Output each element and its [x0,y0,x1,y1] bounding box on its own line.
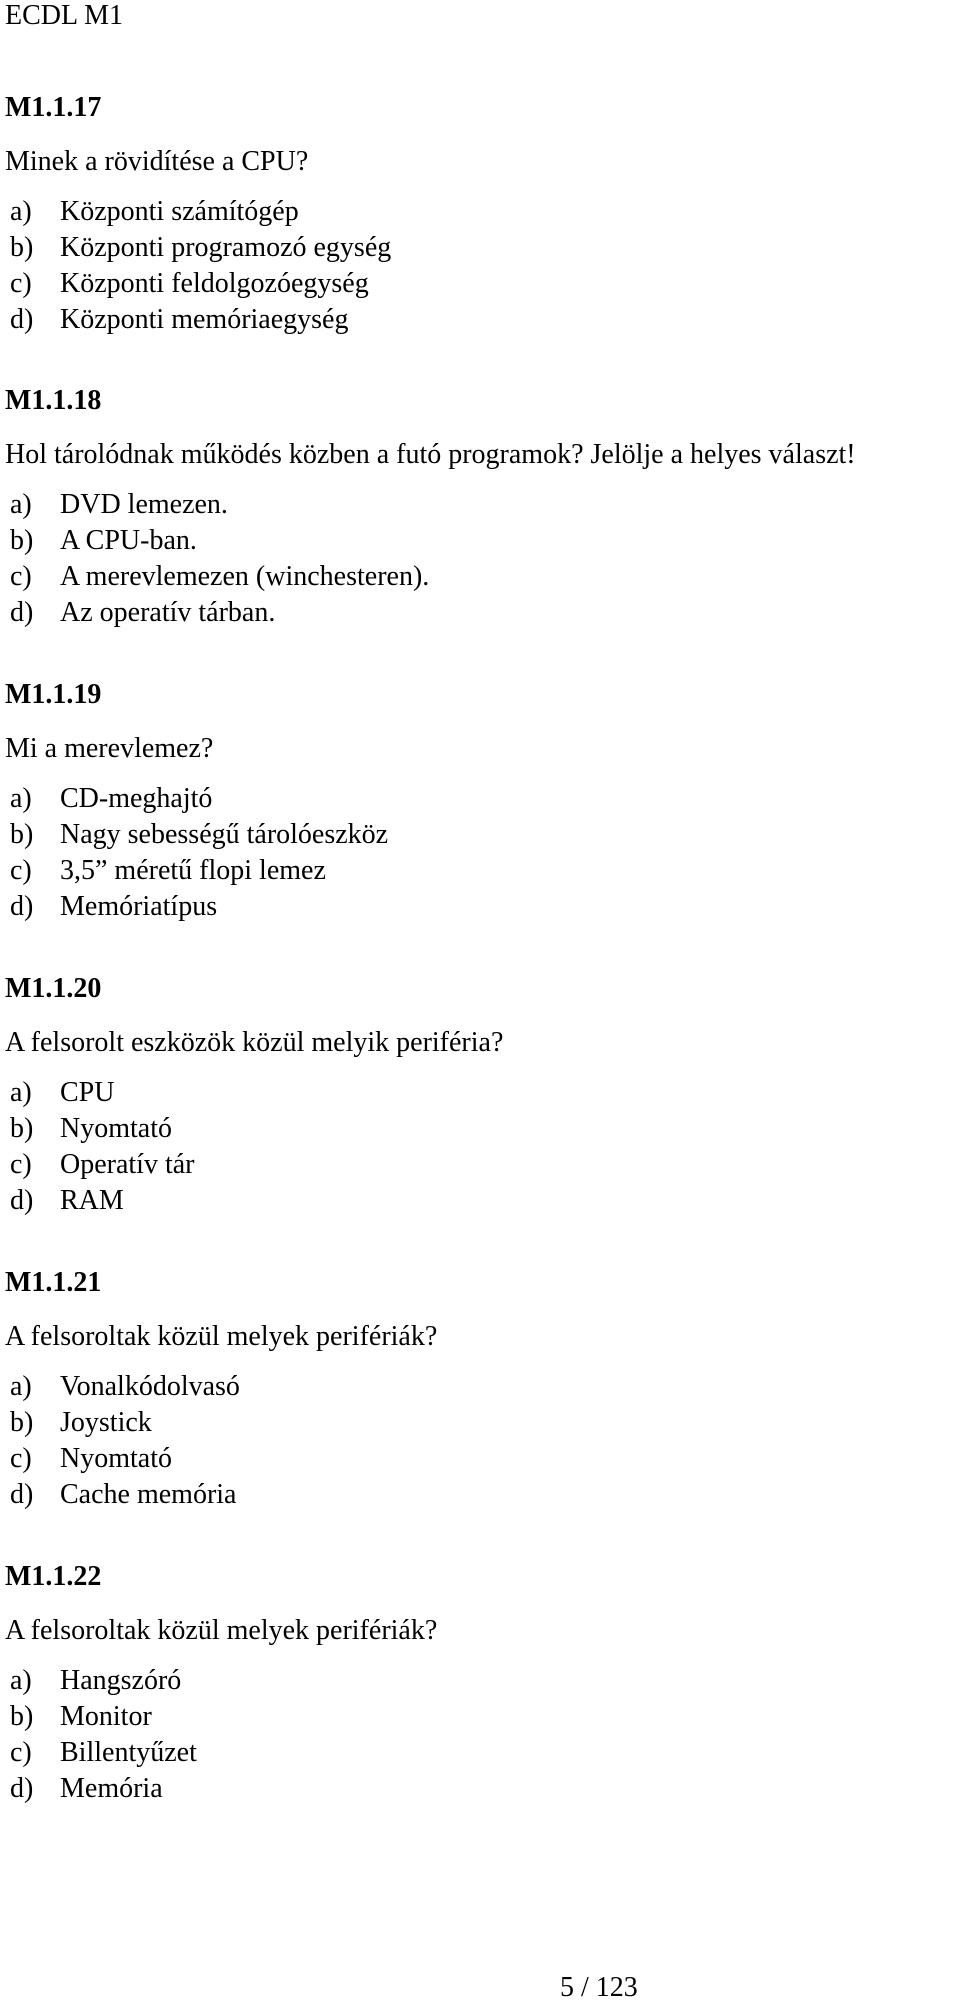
answer-option [5,889,945,925]
option-letter: b) [10,232,34,263]
option-letter: a) [10,489,32,520]
answer-option [5,1477,945,1513]
answer-options [5,1075,945,1219]
question-id: M1.1.20 [5,973,102,1004]
option-letter: b) [10,1701,34,1732]
option-letter: d) [10,304,34,335]
answer-option [5,817,945,853]
option-text: Központi programozó egység [60,232,392,263]
answer-option [5,1369,945,1405]
answer-option [5,302,945,338]
question-text: Minek a rövidítése a CPU? [5,146,309,177]
option-letter: d) [10,597,34,628]
page-number: 5 / 123 [560,1972,638,2003]
answer-option [5,1111,945,1147]
question-block [5,1267,945,1513]
option-letter: c) [10,268,32,299]
option-text: Vonalkódolvasó [60,1371,240,1402]
option-letter: a) [10,1077,32,1108]
option-text: Központi feldolgozóegység [60,268,369,299]
question-id: M1.1.18 [5,385,102,416]
option-text: Hangszóró [60,1665,182,1696]
option-text: Memóriatípus [60,891,218,922]
option-letter: c) [10,855,32,886]
option-letter: c) [10,561,32,592]
option-letter: b) [10,1407,34,1438]
option-letter: d) [10,891,34,922]
answer-option [5,853,945,889]
answer-option [5,559,945,595]
question-id: M1.1.17 [5,92,102,123]
option-letter: b) [10,819,34,850]
answer-options [5,781,945,925]
option-text: A merevlemezen (winchesteren). [60,561,430,592]
question-id: M1.1.19 [5,679,102,710]
option-letter: d) [10,1773,34,1804]
option-text: RAM [60,1185,124,1216]
option-text: Nyomtató [60,1113,172,1144]
answer-option [5,1735,945,1771]
answer-options [5,487,945,631]
question-block [5,1561,945,1807]
option-text: Operatív tár [60,1149,195,1180]
answer-option [5,595,945,631]
answer-option [5,1405,945,1441]
option-letter: c) [10,1443,32,1474]
answer-option [5,1699,945,1735]
option-text: CPU [60,1077,115,1108]
answer-option [5,1183,945,1219]
answer-options [5,194,945,338]
answer-option [5,1441,945,1477]
option-text: Központi számítógép [60,196,299,227]
option-text: Központi memóriaegység [60,304,349,335]
question-id: M1.1.22 [5,1561,102,1592]
question-block [5,973,945,1219]
answer-option [5,781,945,817]
option-text: Nyomtató [60,1443,172,1474]
option-letter: a) [10,1665,32,1696]
option-letter: d) [10,1185,34,1216]
option-text: Joystick [60,1407,152,1438]
question-text: A felsorolt eszközök közül melyik periféria? [5,1027,504,1058]
answer-option [5,1663,945,1699]
question-text: Mi a merevlemez? [5,733,214,764]
option-text: DVD lemezen. [60,489,228,520]
question-text: A felsoroltak közül melyek perifériák? [5,1321,438,1352]
option-letter: a) [10,1371,32,1402]
answer-options [5,1369,945,1513]
question-text: Hol tárolódnak működés közben a futó programok? Jelölje a helyes választ! [5,439,856,470]
question-block [5,385,945,631]
answer-option [5,1075,945,1111]
option-text: Nagy sebességű tárolóeszköz [60,819,389,850]
question-block [5,92,945,338]
question-block [5,679,945,925]
option-text: Billentyűzet [60,1737,197,1768]
question-text: A felsoroltak közül melyek perifériák? [5,1615,438,1646]
option-text: Monitor [60,1701,152,1732]
option-text: CD-meghajtó [60,783,213,814]
option-text: Az operatív tárban. [60,597,276,628]
option-text: Cache memória [60,1479,237,1510]
option-letter: d) [10,1479,34,1510]
answer-options [5,1663,945,1807]
answer-option [5,266,945,302]
answer-option [5,1147,945,1183]
answer-option [5,194,945,230]
option-letter: a) [10,196,32,227]
option-text: 3,5” méretű flopi lemez [60,855,326,886]
answer-option [5,523,945,559]
page-header-title: ECDL M1 [5,0,123,31]
option-letter: c) [10,1149,32,1180]
option-text: Memória [60,1773,163,1804]
option-letter: a) [10,783,32,814]
answer-option [5,1771,945,1807]
answer-option [5,487,945,523]
option-letter: b) [10,525,34,556]
option-text: A CPU-ban. [60,525,197,556]
answer-option [5,230,945,266]
option-letter: b) [10,1113,34,1144]
option-letter: c) [10,1737,32,1768]
question-id: M1.1.21 [5,1267,102,1298]
